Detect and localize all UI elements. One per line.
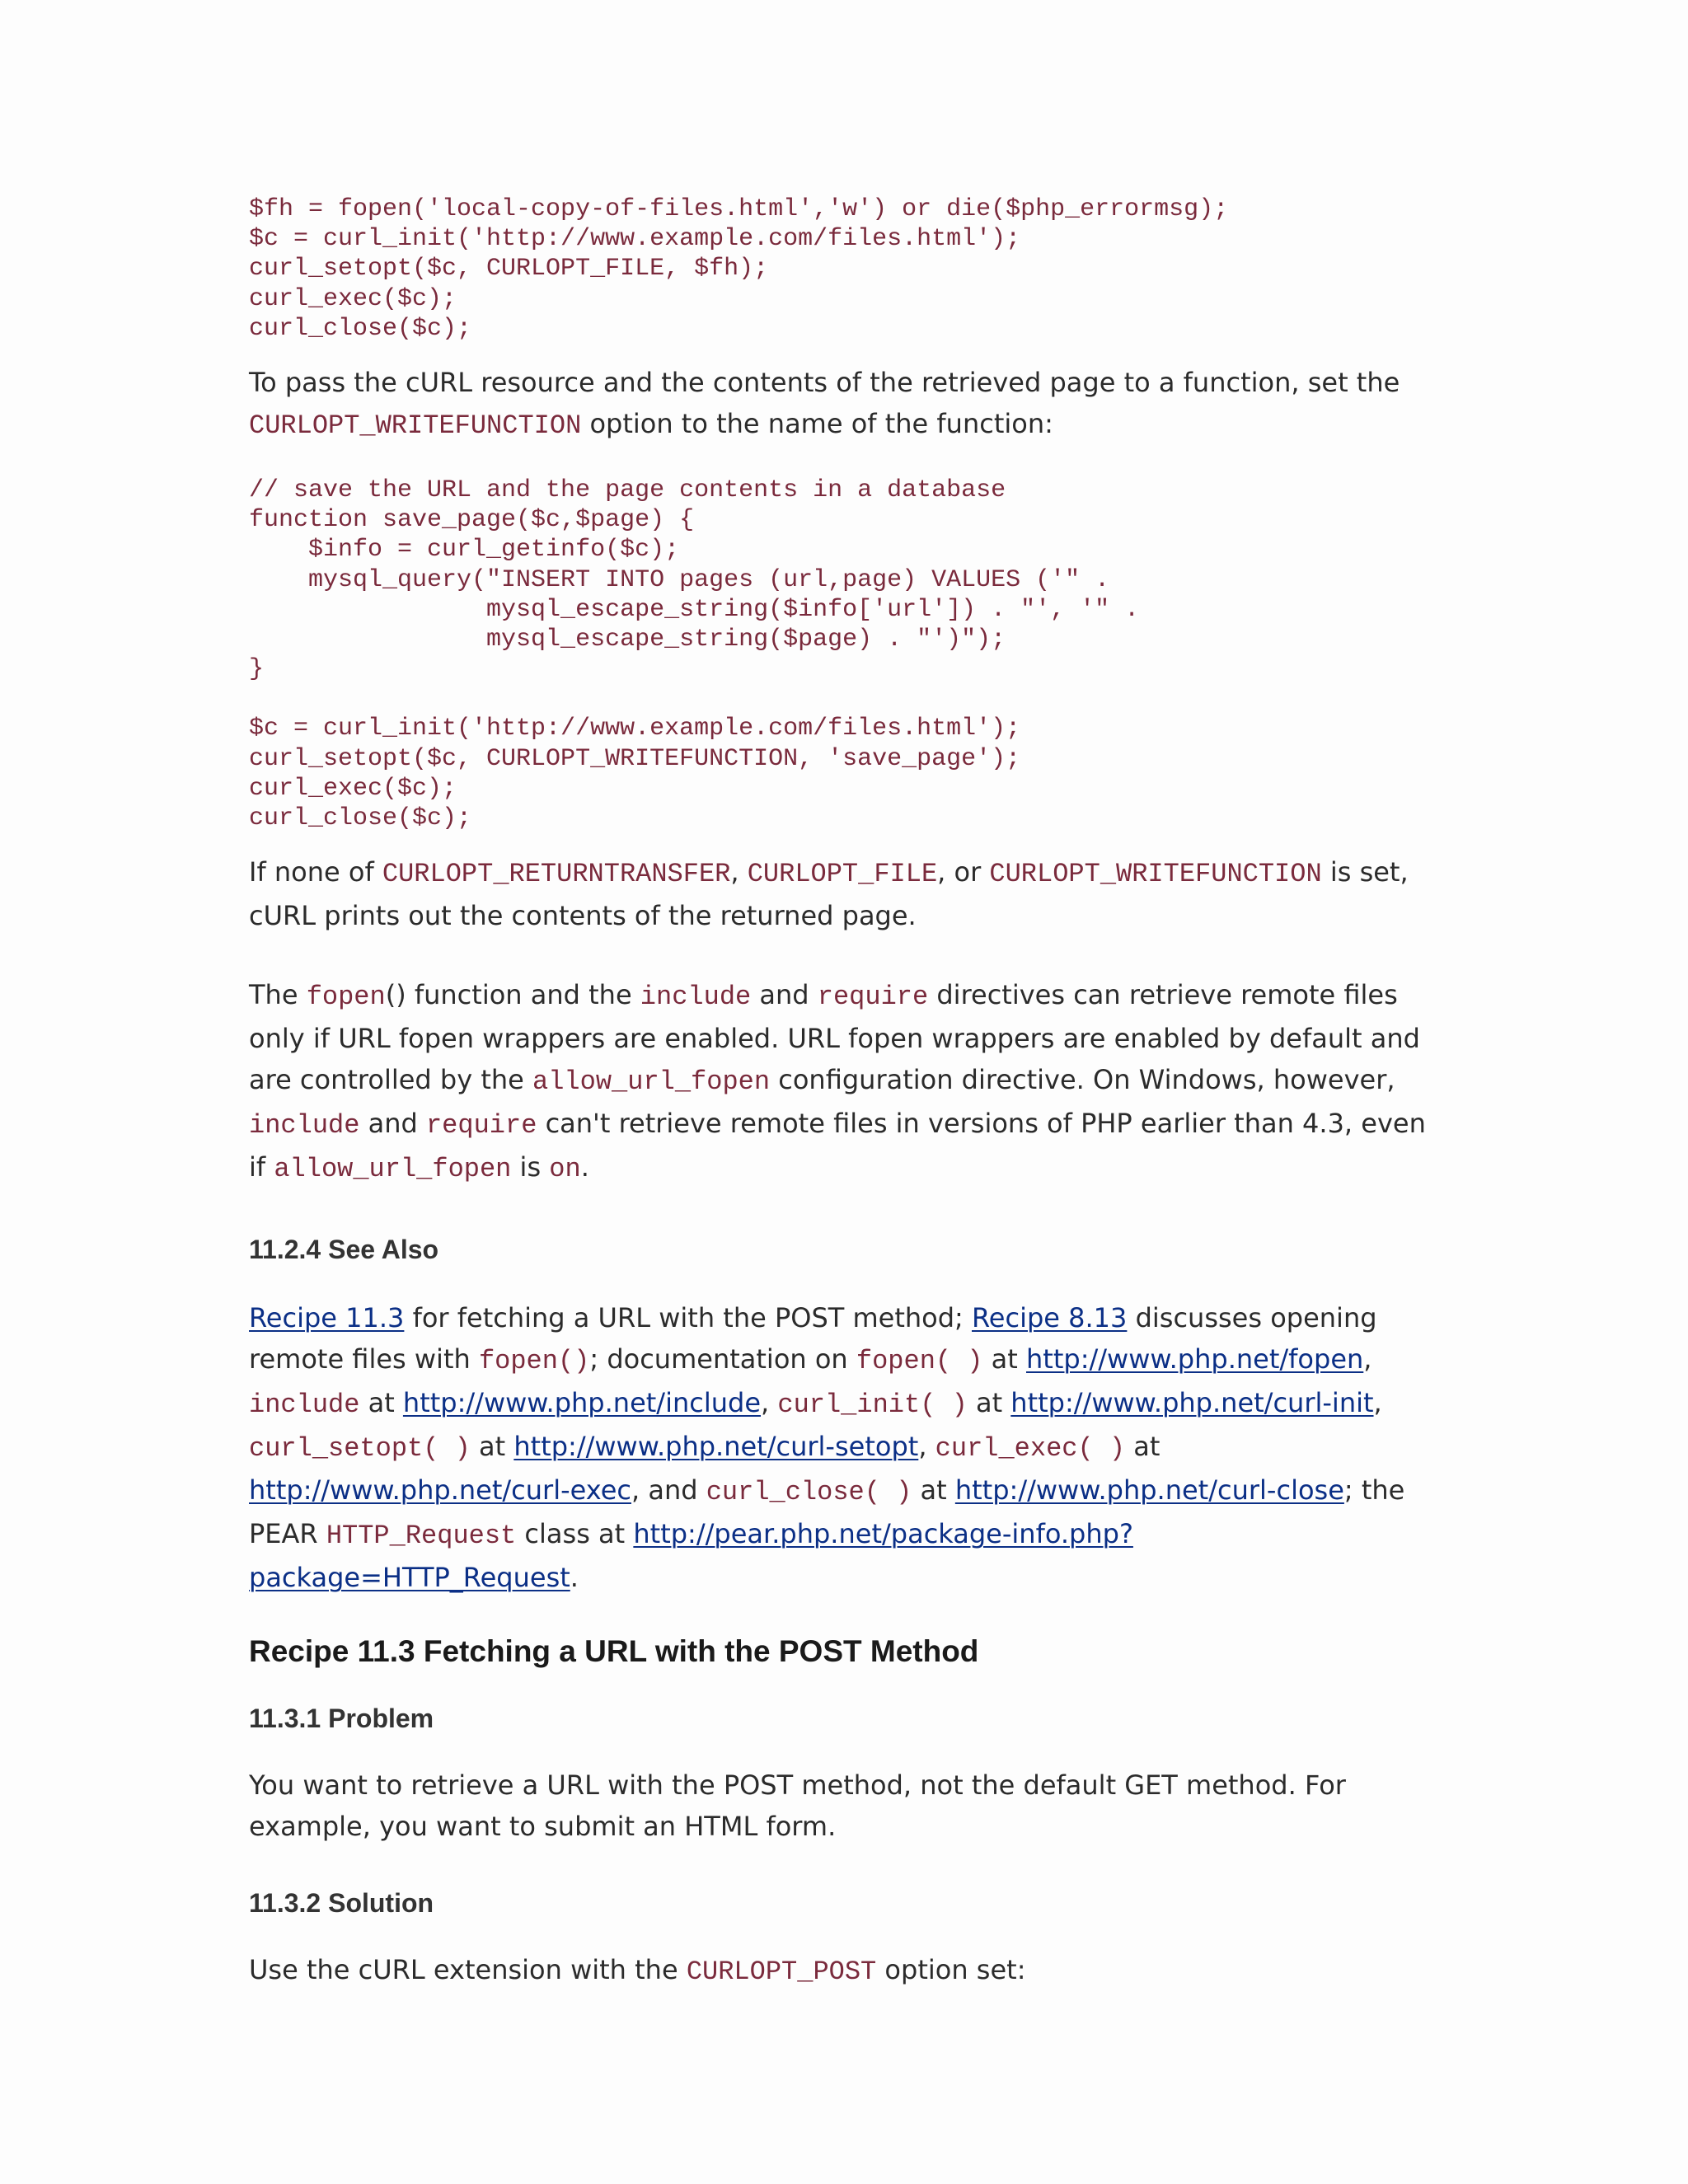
text: ,	[1363, 1343, 1372, 1376]
inline-code: curl_setopt( )	[249, 1433, 471, 1465]
link-recipe-8-13[interactable]: Recipe 8.13	[972, 1302, 1128, 1334]
text: .	[570, 1562, 579, 1594]
text: option set:	[876, 1954, 1026, 1986]
document-page	[249, 194, 1444, 1993]
text: , and	[631, 1474, 706, 1507]
inline-code: curl_close( )	[706, 1477, 912, 1508]
link-pear-http-request[interactable]: http://pear.php.net/package-info.php?package=HTTP_Request	[249, 1518, 1133, 1594]
paragraph-see-also	[249, 1297, 1444, 1598]
inline-code: CURLOPT_WRITEFUNCTION	[249, 410, 582, 442]
link-php-curl-close[interactable]: http://www.php.net/curl-close	[954, 1474, 1344, 1507]
inline-code: include	[640, 982, 752, 1013]
inline-code: curl_init( )	[777, 1390, 968, 1421]
paragraph-writefunction-intro	[249, 362, 1444, 447]
text: at	[470, 1431, 514, 1463]
inline-code: on	[549, 1154, 581, 1185]
text: at	[1125, 1431, 1160, 1463]
text: directives can retrieve remote files only if URL fopen wrappers are enabled. URL fopen wrappers are enabled by default and are controlled by the	[249, 979, 1420, 1096]
text: ,	[730, 856, 748, 888]
inline-code: curl_exec( )	[935, 1433, 1126, 1465]
text: discusses opening remote files with	[249, 1302, 1377, 1376]
text: ,	[761, 1387, 778, 1419]
text: ,	[918, 1431, 935, 1463]
code-block-fopen-file: $fh = fopen('local-copy-of-files.html','w') or die($php_errormsg); $c = curl_init('http://www.example.com/files.html'); curl_setopt($c, CURLOPT_FILE, $fh); curl_exec($c); curl_close($c);	[249, 195, 1229, 343]
inline-code: CURLOPT_POST	[686, 1957, 877, 1988]
link-recipe-11-3[interactable]: Recipe 11.3	[249, 1302, 405, 1334]
text: and	[359, 1108, 426, 1140]
text: and	[751, 979, 818, 1011]
text: ; the PEAR	[249, 1474, 1405, 1550]
inline-code: fopen()	[478, 1346, 590, 1377]
text: To pass the cURL resource and the contents of the retrieved page to a function, set the	[249, 367, 1400, 399]
text: ,	[1373, 1387, 1382, 1419]
paragraph-fopen-wrappers	[249, 974, 1444, 1190]
text: is set, cURL prints out the contents of the returned page.	[249, 856, 1409, 932]
section-heading-see-also: 11.2.4 See Also	[249, 1235, 439, 1265]
section-heading-problem: 11.3.1 Problem	[249, 1704, 434, 1734]
text: If none of	[249, 856, 382, 888]
link-php-curl-setopt[interactable]: http://www.php.net/curl-setopt	[513, 1431, 919, 1463]
text: for fetching a URL with the POST method;	[404, 1302, 972, 1334]
link-php-curl-exec[interactable]: http://www.php.net/curl-exec	[249, 1474, 631, 1507]
code-block-curl-writefunction: $c = curl_init('http://www.example.com/files.html'); curl_setopt($c, CURLOPT_WRITEFUNCTION, 'save_page'); curl_exec($c); curl_close($c);	[249, 715, 1021, 833]
text: at	[967, 1387, 1011, 1419]
recipe-title: Recipe 11.3 Fetching a URL with the POST Method	[249, 1634, 979, 1669]
inline-code: CURLOPT_FILE	[747, 859, 938, 890]
inline-code: fopen( )	[856, 1346, 983, 1377]
inline-code: allow_url_fopen	[532, 1066, 771, 1098]
text: class at	[516, 1518, 634, 1550]
inline-code: CURLOPT_RETURNTRANSFER	[382, 859, 731, 890]
text: is	[511, 1151, 550, 1183]
inline-code: require	[817, 982, 929, 1013]
paragraph-solution	[249, 1949, 1444, 1993]
text: can't retrieve remote files in versions of PHP earlier than 4.3, even if	[249, 1108, 1426, 1183]
paragraph-none-set	[249, 851, 1444, 936]
text: at	[359, 1387, 403, 1419]
inline-code: fopen	[306, 982, 386, 1013]
link-php-curl-init[interactable]: http://www.php.net/curl-init	[1010, 1387, 1374, 1419]
code-block-save-page-function: // save the URL and the page contents in a database function save_page($c,$page) { $info = curl_getinfo($c); mysql_query("INSERT INTO pages (url,page) VALUES ('" . mysql_escape_string($info['url']) . "', '" . mysql_escape_string($page) . "')"); }	[249, 476, 1140, 684]
text: at	[912, 1474, 955, 1507]
text: Use the cURL extension with the	[249, 1954, 687, 1986]
text: option to the name of the function:	[581, 408, 1053, 440]
inline-code: include	[249, 1110, 360, 1141]
text: The	[249, 979, 307, 1011]
section-heading-solution: 11.3.2 Solution	[249, 1888, 434, 1919]
inline-code: include	[249, 1390, 360, 1421]
text: ; documentation on	[589, 1343, 856, 1376]
inline-code: HTTP_Request	[326, 1521, 517, 1552]
inline-code: require	[425, 1110, 537, 1141]
paragraph-problem: You want to retrieve a URL with the POST method, not the default GET method. For example, you want to submit an HTML form.	[249, 1769, 1346, 1843]
link-php-fopen[interactable]: http://www.php.net/fopen	[1026, 1343, 1364, 1376]
text: .	[580, 1151, 589, 1183]
inline-code: CURLOPT_WRITEFUNCTION	[989, 859, 1322, 890]
link-php-include[interactable]: http://www.php.net/include	[402, 1387, 762, 1419]
text: , or	[937, 856, 990, 888]
inline-code: allow_url_fopen	[274, 1154, 512, 1185]
text: at	[982, 1343, 1026, 1376]
text: () function and the	[385, 979, 640, 1011]
text: configuration directive. On Windows, however,	[770, 1064, 1395, 1096]
